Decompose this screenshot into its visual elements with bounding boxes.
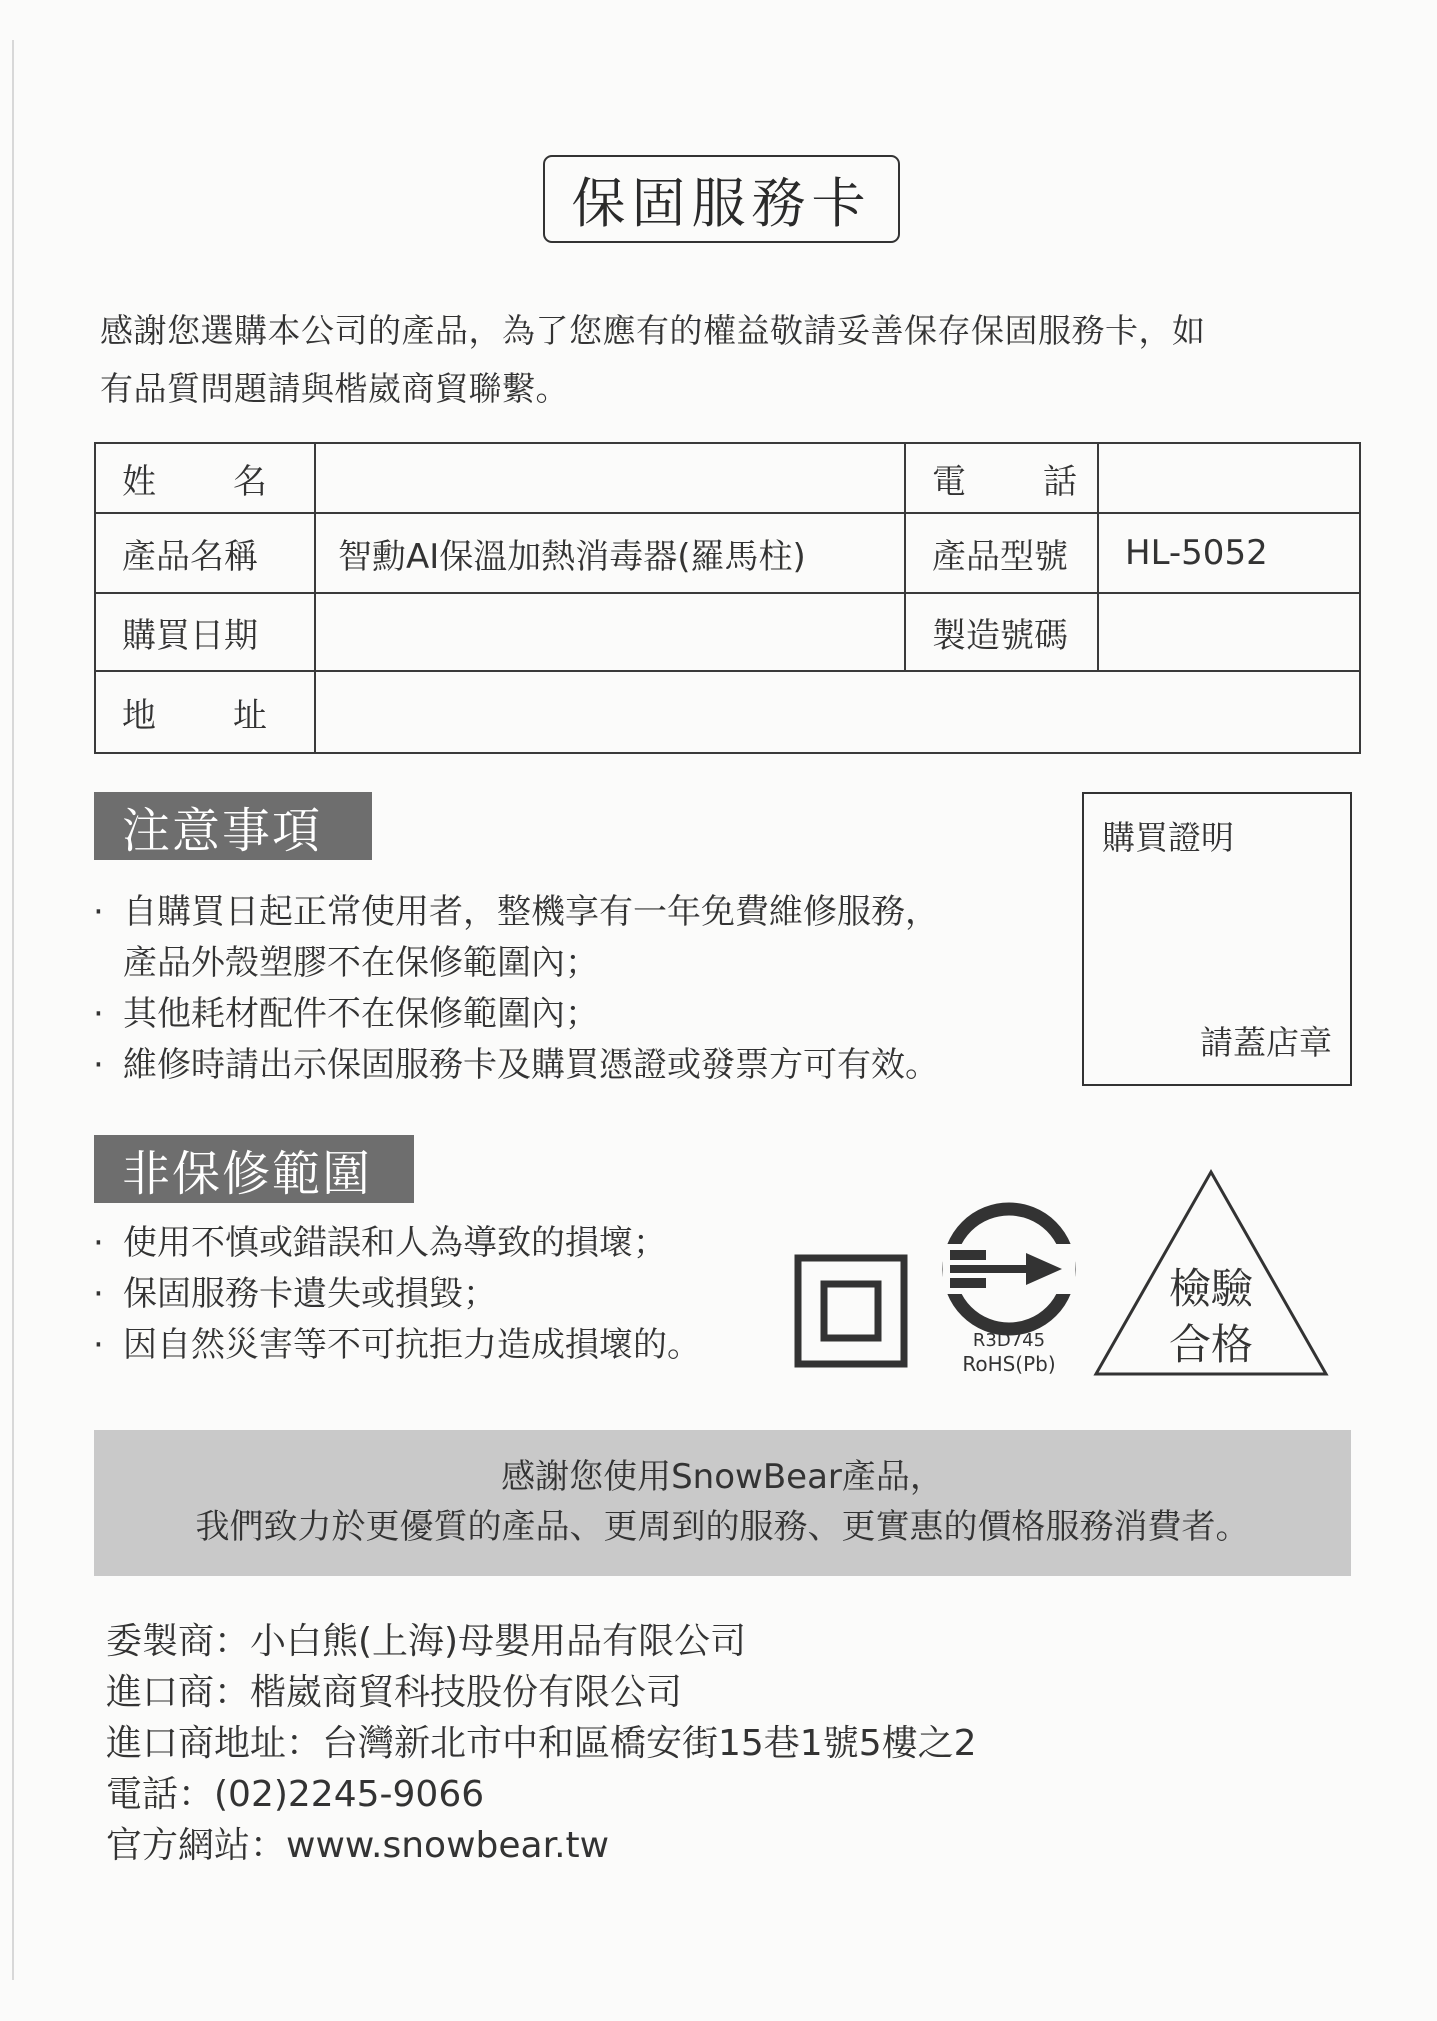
scan-edge [12,40,14,1980]
exclusions-item: · 因自然災害等不可抗拒力造成損壞的。 [93,1320,813,1371]
intro-line-2: 有品質問題請與楷崴商貿聯繫。 [100,369,569,408]
exclusions-item: · 使用不慎或錯誤和人為導致的損壞； [93,1218,813,1269]
warranty-info-table [94,442,1361,754]
phone-number: 電話：(02)2245-9066 [106,1774,485,1815]
thanks-line-1: 感謝您使用SnowBear產品， [501,1457,944,1497]
company-info [106,1616,977,1871]
purchase-date-field[interactable] [315,593,905,671]
exclusions-item: · 保固服務卡遺失或損毀； [93,1269,813,1320]
product-name-value: 智勳AI保溫加熱消毒器(羅馬柱) [315,513,905,593]
phone-field[interactable] [1098,443,1360,513]
importer-address: 進口商地址：台灣新北市中和區橋安街15巷1號5樓之2 [106,1723,977,1764]
rohs-label: RoHS(Pb) [962,1352,1056,1376]
website-link[interactable]: 官方網站：www.snowbear.tw [106,1825,610,1866]
notes-item: · 自購買日起正常使用者，整機享有一年免費維修服務， [93,887,1053,938]
intro-text [100,302,1365,418]
notes-list [93,887,1053,1091]
notes-item: · 維修時請出示保固服務卡及購買憑證或發票方可有效。 [93,1040,1053,1091]
thanks-banner [94,1430,1351,1576]
exclusions-list [93,1218,813,1371]
purchase-proof-title: 購買證明 [1102,818,1234,857]
bsmi-mark-icon [940,1200,1078,1338]
phone-label-cell: 電 話 [905,443,1098,513]
bsmi-code: R3D745 [972,1330,1046,1351]
intro-line-1: 感謝您選購本公司的產品，為了您應有的權益敬請妥善保存保固服務卡，如 [100,311,1206,350]
purchase-proof-box [1082,792,1352,1086]
serial-label: 製造號碼 [905,593,1098,671]
double-square-icon [794,1254,908,1368]
model-value: HL-5052 [1098,513,1360,593]
notes-heading: 注意事項 [94,792,372,860]
card-title: 保固服務卡 [543,155,900,243]
address-field[interactable] [315,671,1360,753]
stamp-hint: 請蓋店章 [1200,1023,1332,1062]
notes-item: · 其他耗材配件不在保修範圍內； [93,989,1053,1040]
model-label: 產品型號 [905,513,1098,593]
purchase-date-label: 購買日期 [95,593,315,671]
serial-field[interactable] [1098,593,1360,671]
thanks-line-2: 我們致力於更優質的產品、更周到的服務、更實惠的價格服務消費者。 [195,1507,1250,1547]
notes-item-continued: 產品外殼塑膠不在保修範圍內； [123,943,599,983]
inspection-label-2: 合格 [1168,1320,1253,1369]
name-label-cell: 姓 名 [95,443,315,513]
exclusions-heading: 非保修範圍 [94,1135,414,1203]
inspection-label-1: 檢驗 [1168,1264,1253,1313]
address-label-cell: 地 址 [95,671,315,753]
importer: 進口商：楷崴商貿科技股份有限公司 [106,1672,683,1713]
product-name-label: 產品名稱 [95,513,315,593]
commissioner: 委製商：小白熊(上海)母嬰用品有限公司 [106,1621,747,1662]
name-field[interactable] [315,443,905,513]
